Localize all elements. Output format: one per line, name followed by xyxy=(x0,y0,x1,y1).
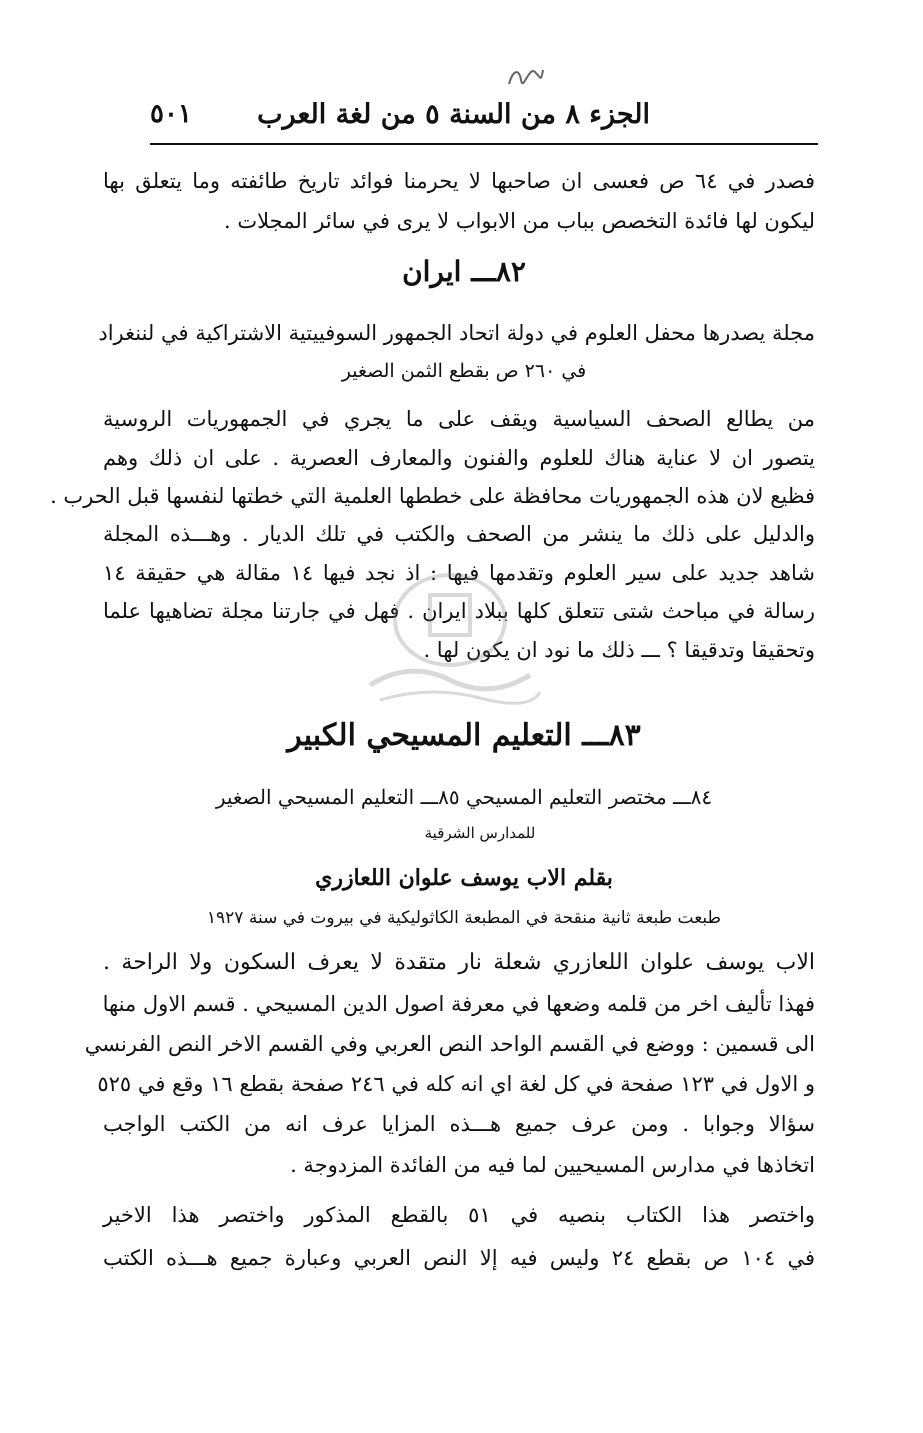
section-83-body-line: و الاول في ١٢٣ صفحة في كل لغة اي انه كله في ٢٤٦ صفحة بقطع ١٦ وقع في ٥٢٥ xyxy=(97,1072,815,1096)
section-82-body-line: من يطالع الصحف السياسية ويقف على ما يجري في الجمهوريات الروسية xyxy=(103,407,815,431)
header-title: الجزء ٨ من السنة ٥ من لغة العرب xyxy=(257,98,650,130)
page-header xyxy=(150,92,650,136)
handwritten-mark-icon xyxy=(505,62,545,90)
section-82-body-line: رسالة في مباحث شتى تتعلق كلها ببلاد ايران . فهل في جارتنا مجلة تضاهيها علما xyxy=(103,599,815,623)
header-rule xyxy=(150,143,818,145)
section-83-heading: ٨٣ـــ التعليم المسيحي الكبير xyxy=(287,718,641,753)
section-83-body-line: اتخاذها في مدارس المسيحيين لما فيه من الفائدة المزدوجة . xyxy=(290,1153,815,1177)
intro-line: فصدر في ٦٤ ص فعسى ان صاحبها لا يحرمنا فوائد تاريخ طائفته وما يتعلق بها xyxy=(103,169,815,193)
section-82-body-line: وتحقيقا وتدقيقا ؟ ـــ ذلك ما نود ان يكون لها . xyxy=(423,638,815,662)
section-84-85-heading: ٨٤ـــ مختصر التعليم المسيحي ٨٥ـــ التعليم المسيحي الصغير xyxy=(215,785,713,809)
section-83-body-line: الى قسمين : ووضع في القسم الواحد النص العربي وفي القسم الاخر النص الفرنسي xyxy=(84,1032,815,1056)
section-82-body-line: شاهد جديد على سير العلوم وتقدمها فيها : اذ نجد فيها ١٤ مقالة هي حقيقة ١٤ xyxy=(103,561,815,585)
section-82-body-line: والدليل على ذلك ما ينشر من الصحف والكتب في تلك الديار . وهـــذه المجلة xyxy=(103,522,815,546)
section-82-body-line: يتصور ان لا عناية هناك للعلوم والفنون والمعارف العصرية . على ان ذلك وهم xyxy=(103,446,815,470)
section-83-author: بقلم الاب يوسف علوان اللعازري xyxy=(315,865,613,891)
section-82-desc: في ٢٦٠ ص بقطع الثمن الصغير xyxy=(341,360,587,382)
section-83-body2-line: في ١٠٤ ص بقطع ٢٤ وليس فيه إلا النص العربي وعبارة جميع هـــذه الكتب xyxy=(103,1246,815,1270)
section-82-body-line: فظيع لان هذه الجمهوريات محافظة على خططها العلمية التي خطتها لنفسها قبل الحرب . xyxy=(50,484,815,508)
library-stamp-watermark xyxy=(350,560,550,710)
intro-line: ليكون لها فائدة التخصص بباب من الابواب لا يرى في سائر المجلات . xyxy=(224,209,815,233)
section-83-printing: طبعت طبعة ثانية منقحة في المطبعة الكاثوليكية في بيروت في سنة ١٩٢٧ xyxy=(206,908,722,928)
section-83-body-line: سؤالا وجوابا . ومن عرف جميع هـــذه المزايا عرف انه من الكتب الواجب xyxy=(103,1112,815,1136)
section-83-audience: للمدارس الشرقية xyxy=(424,824,536,842)
section-83-body-line: الاب يوسف علوان اللعازري شعلة نار متقدة لا يعرف السكون ولا الراحة . xyxy=(103,950,815,975)
section-82-desc: مجلة يصدرها محفل العلوم في دولة اتحاد الجمهور السوفييتية الاشتراكية في لننغراد xyxy=(98,321,815,345)
section-82-heading: ٨٢ـــ ايران xyxy=(402,255,526,288)
section-83-body2-line: واختصر هذا الكتاب بنصيه في ٥١ بالقطع المذكور واختصر هذا الاخير xyxy=(103,1203,815,1227)
section-83-body-line: فهذا تأليف اخر من قلمه وضعها في معرفة اصول الدين المسيحي . قسم الاول منها xyxy=(102,992,815,1016)
page-number: ٥٠١ xyxy=(150,99,192,129)
